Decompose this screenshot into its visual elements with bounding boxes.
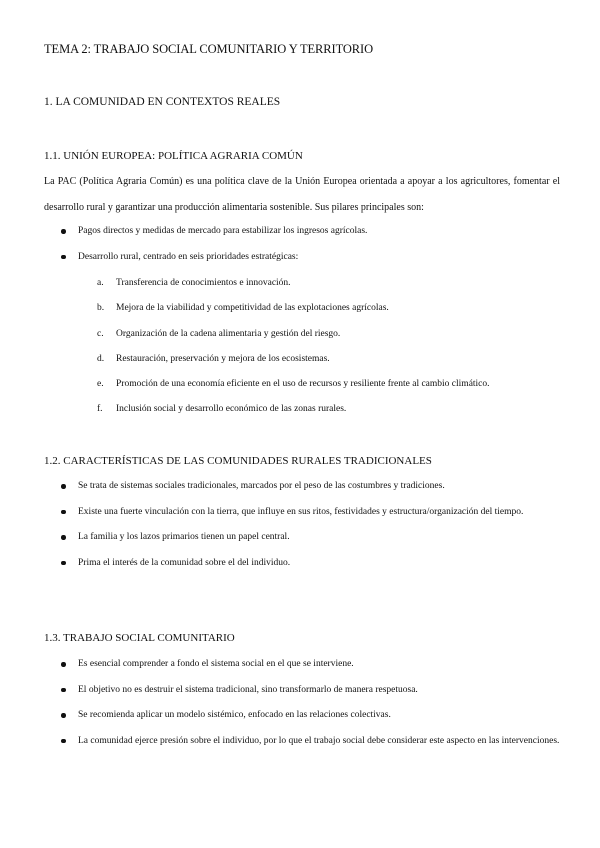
pac-pillars-list xyxy=(0,219,600,270)
bullet-icon xyxy=(61,484,66,489)
bullet-icon xyxy=(61,713,66,718)
community-social-work-list xyxy=(0,652,600,754)
subsection-heading-1-2: 1.2. CARACTERÍSTICAS DE LAS COMUNIDADES RURALES TRADICIONALES xyxy=(44,455,432,467)
list-item: a. Transferencia de conocimientos e innovación. xyxy=(97,278,291,288)
pac-intro-paragraph: La PAC (Política Agraria Común) es una política clave de la Unión Europea orientada a apoyar a los agricultores, fomentar el desarrollo rural y garantizar una producción alimentaria sostenible. Sus pilares principales son: xyxy=(44,176,560,213)
rural-characteristics-list xyxy=(0,474,600,576)
rural-priorities-list xyxy=(0,271,600,423)
bullet-icon xyxy=(61,561,66,566)
list-item: Se trata de sistemas sociales tradicionales, marcados por el peso de las costumbres y tradiciones. xyxy=(0,474,600,500)
bullet-icon xyxy=(61,255,66,260)
list-item: La comunidad ejerce presión sobre el individuo, por lo que el trabajo social debe considerar este aspecto en las intervenciones. xyxy=(0,729,600,755)
list-item: e. Promoción de una economía eficiente en el uso de recursos y resiliente frente al cambio climático. xyxy=(97,379,490,390)
list-item: Prima el interés de la comunidad sobre el del individuo. xyxy=(0,551,600,577)
bullet-icon xyxy=(61,688,66,693)
list-item: Pagos directos y medidas de mercado para estabilizar los ingresos agrícolas. xyxy=(0,219,600,245)
bullet-icon xyxy=(61,535,66,540)
bullet-icon xyxy=(61,229,66,234)
list-item: Desarrollo rural, centrado en seis prioridades estratégicas: xyxy=(0,245,600,271)
list-item: Es esencial comprender a fondo el sistema social en el que se interviene. xyxy=(0,652,600,678)
bullet-icon xyxy=(61,510,66,515)
bullet-icon xyxy=(61,739,66,744)
list-item: El objetivo no es destruir el sistema tradicional, sino transformarlo de manera respetuosa. xyxy=(0,678,600,704)
subsection-heading-1-1: 1.1. UNIÓN EUROPEA: POLÍTICA AGRARIA COMÚN xyxy=(44,150,303,162)
list-item: b. Mejora de la viabilidad y competitividad de las explotaciones agrícolas. xyxy=(97,303,389,314)
list-item: c. Organización de la cadena alimentaria y gestión del riesgo. xyxy=(97,328,341,339)
list-item: Existe una fuerte vinculación con la tierra, que influye en sus ritos, festividades y estructura/organización del tiempo. xyxy=(0,500,600,526)
list-item: Se recomienda aplicar un modelo sistémico, enfocado en las relaciones colectivas. xyxy=(0,703,600,729)
list-item: d. Restauración, preservación y mejora de los ecosistemas. xyxy=(97,353,330,364)
list-item: f. Inclusión social y desarrollo económico de las zonas rurales. xyxy=(97,404,347,415)
section-heading-1: 1. LA COMUNIDAD EN CONTEXTOS REALES xyxy=(44,96,281,108)
subsection-heading-1-3: 1.3. TRABAJO SOCIAL COMUNITARIO xyxy=(44,632,235,644)
document-title: TEMA 2: TRABAJO SOCIAL COMUNITARIO Y TERRITORIO xyxy=(44,42,374,56)
list-item: La familia y los lazos primarios tienen un papel central. xyxy=(0,525,600,551)
bullet-icon xyxy=(61,662,66,667)
